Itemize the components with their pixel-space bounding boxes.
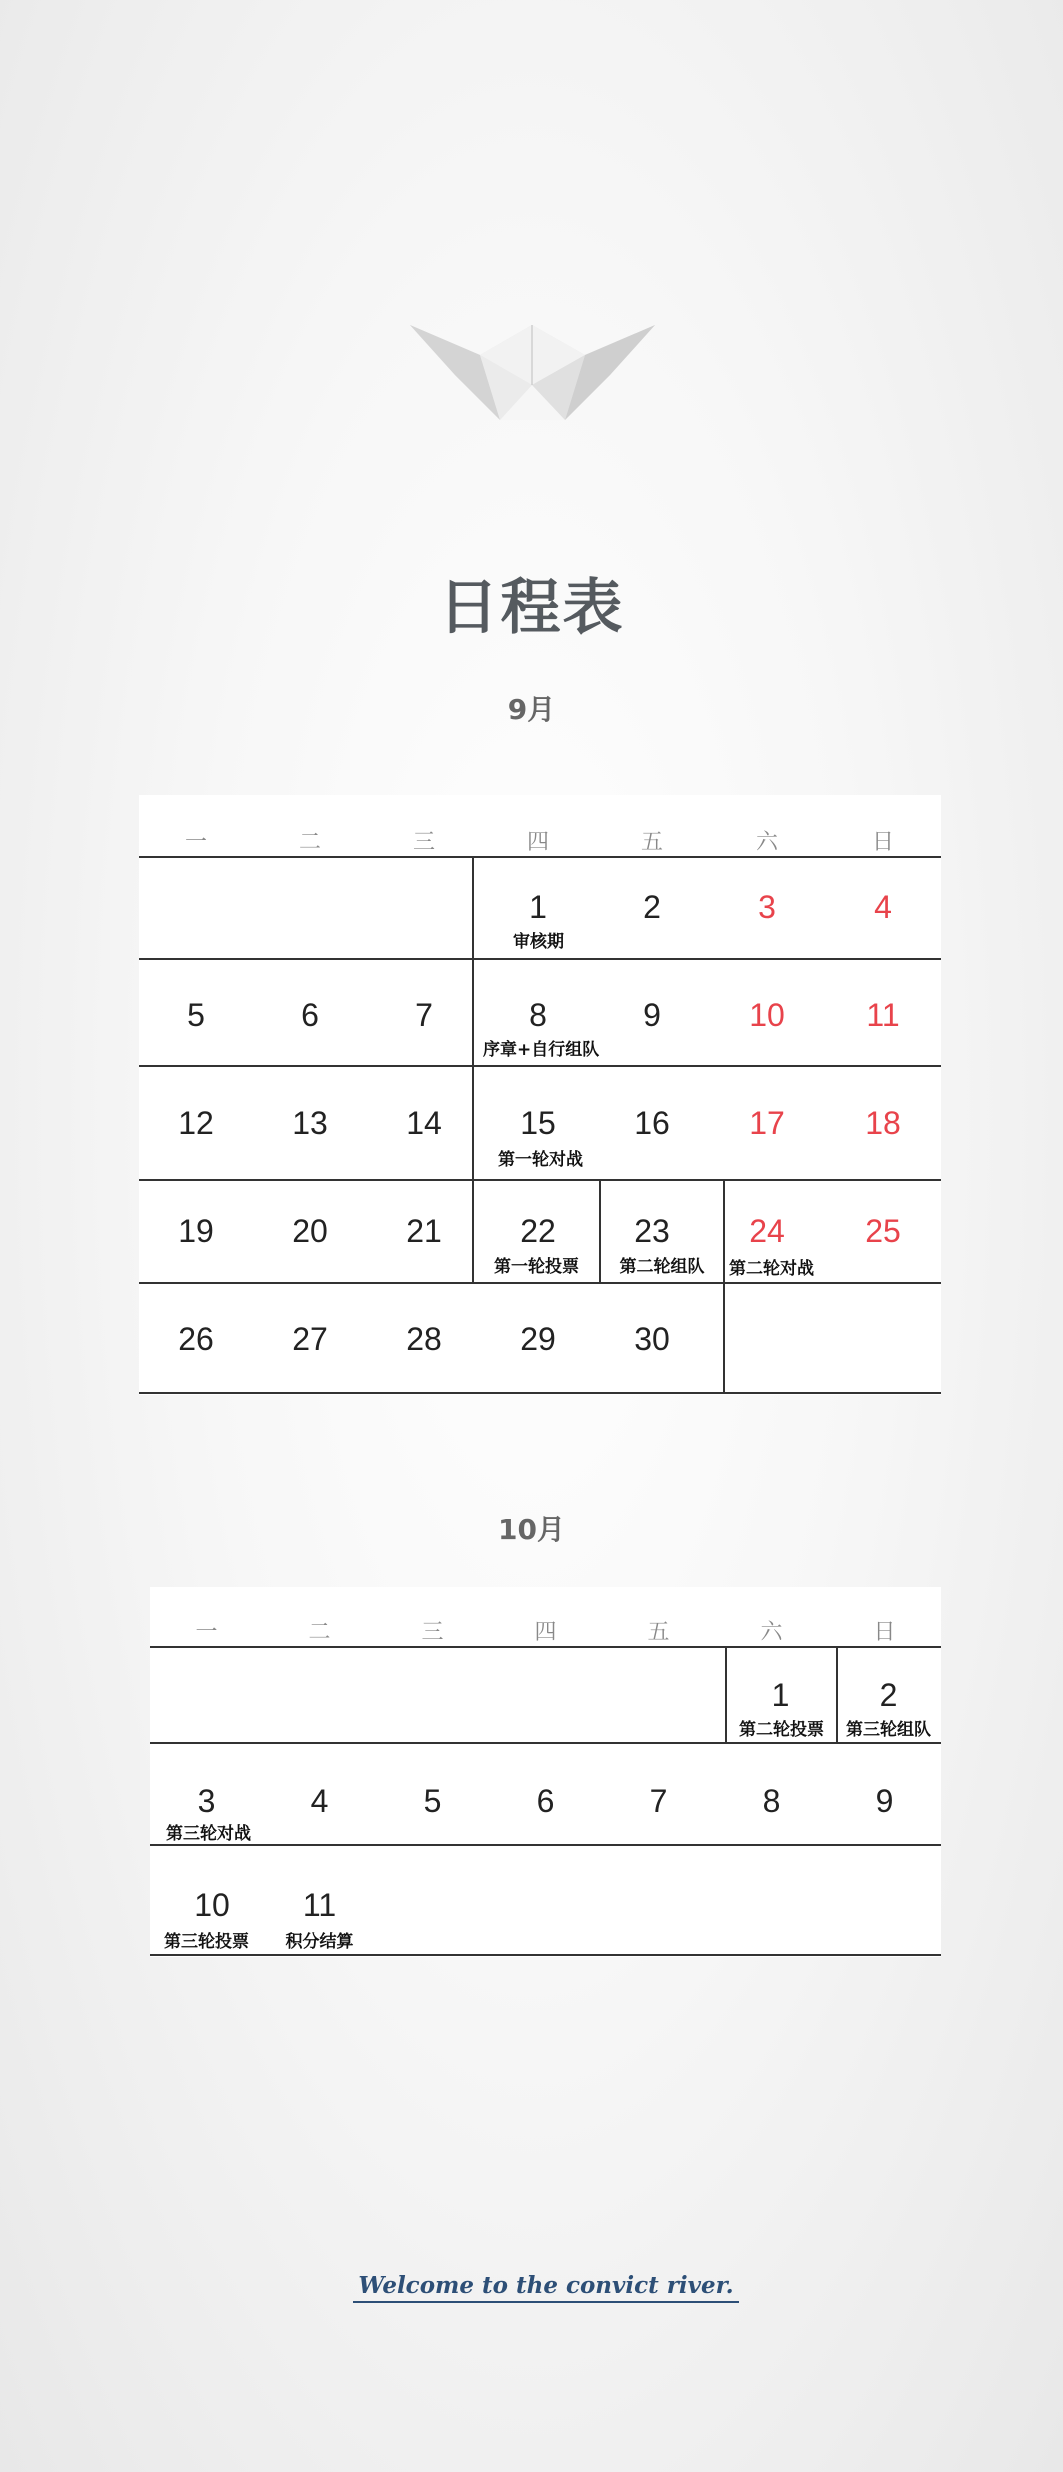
row-divider	[150, 1954, 941, 1956]
weekday-mon: 一	[195, 1620, 218, 1645]
row-divider	[150, 1742, 941, 1744]
day-cell-6: 6	[536, 1783, 555, 1819]
row-divider	[139, 1065, 941, 1067]
row-divider	[139, 958, 941, 960]
event-label: 审核期	[513, 932, 564, 952]
weekday-mon: 一	[184, 830, 207, 855]
day-cell-28: 28	[406, 1321, 442, 1357]
column-divider	[723, 1179, 725, 1392]
weekday-sun: 日	[871, 830, 894, 855]
event-label: 积分结算	[285, 1932, 354, 1952]
weekday-thu: 四	[526, 830, 549, 855]
calendar-september	[139, 795, 941, 1395]
weekday-wed: 三	[412, 830, 435, 855]
event-label: 第一轮对战	[498, 1150, 583, 1170]
page-title: 日程表	[438, 573, 625, 643]
row-divider	[150, 1646, 941, 1648]
month-label-october: 10月	[498, 1513, 565, 1546]
event-label: 第二轮对战	[729, 1259, 814, 1279]
day-cell-26: 26	[178, 1321, 214, 1357]
day-cell-16: 16	[634, 1105, 670, 1141]
event-label: 第三轮对战	[166, 1824, 251, 1844]
day-cell-7: 7	[649, 1783, 668, 1819]
day-cell-4: 4	[874, 889, 892, 925]
weekday-sat: 六	[760, 1620, 783, 1645]
day-cell-4: 4	[310, 1783, 329, 1819]
day-cell-23: 23	[634, 1213, 670, 1249]
day-cell-11: 11	[866, 997, 900, 1033]
weekday-thu: 四	[534, 1620, 557, 1645]
day-cell-30: 30	[634, 1321, 670, 1357]
day-cell-3: 3	[197, 1783, 216, 1819]
weekday-tue: 二	[298, 830, 321, 855]
day-cell-18: 18	[865, 1105, 901, 1141]
day-cell-20: 20	[292, 1213, 328, 1249]
day-cell-14: 14	[406, 1105, 442, 1141]
day-cell-1: 1	[529, 889, 547, 925]
day-cell-5: 5	[187, 997, 205, 1033]
day-cell-3: 3	[758, 889, 776, 925]
weekday-sun: 日	[873, 1620, 896, 1645]
day-cell-25: 25	[865, 1213, 901, 1249]
weekday-sat: 六	[755, 830, 778, 855]
day-cell-19: 19	[178, 1213, 214, 1249]
day-cell-21: 21	[406, 1213, 442, 1249]
footer-tagline: Welcome to the convict river.	[353, 2272, 739, 2303]
day-cell-13: 13	[292, 1105, 328, 1141]
day-cell-2: 2	[879, 1677, 898, 1713]
day-cell-1: 1	[771, 1677, 790, 1713]
day-cell-9: 9	[875, 1783, 894, 1819]
day-cell-8: 8	[762, 1783, 781, 1819]
day-cell-17: 17	[749, 1105, 785, 1141]
day-cell-5: 5	[423, 1783, 442, 1819]
row-divider	[139, 1282, 941, 1284]
day-cell-15: 15	[520, 1105, 556, 1141]
day-cell-10: 10	[749, 997, 785, 1033]
day-cell-2: 2	[643, 889, 661, 925]
weekday-fri: 五	[647, 1620, 670, 1645]
event-label: 序章+自行组队	[483, 1040, 600, 1060]
event-label: 第一轮投票	[494, 1257, 579, 1277]
day-cell-7: 7	[415, 997, 433, 1033]
day-cell-8: 8	[529, 997, 547, 1033]
month-label-september: 9月	[507, 693, 556, 726]
day-cell-24: 24	[749, 1213, 785, 1249]
day-cell-10: 10	[194, 1887, 230, 1923]
day-cell-22: 22	[520, 1213, 556, 1249]
day-cell-29: 29	[520, 1321, 556, 1357]
day-cell-12: 12	[178, 1105, 214, 1141]
row-divider	[139, 856, 941, 858]
day-cell-27: 27	[292, 1321, 328, 1357]
row-divider	[150, 1844, 941, 1846]
day-cell-9: 9	[643, 997, 661, 1033]
paper-boat-icon	[410, 325, 655, 425]
calendar-october	[150, 1587, 941, 1957]
event-label: 第三轮投票	[164, 1932, 249, 1952]
event-label: 第二轮投票	[739, 1720, 824, 1740]
day-cell-6: 6	[301, 997, 319, 1033]
event-label: 第二轮组队	[619, 1257, 705, 1277]
weekday-fri: 五	[640, 830, 663, 855]
row-divider	[139, 1179, 941, 1181]
event-label: 第三轮组队	[846, 1720, 931, 1740]
weekday-wed: 三	[421, 1620, 444, 1645]
weekday-tue: 二	[308, 1620, 331, 1645]
row-divider	[139, 1392, 941, 1394]
day-cell-11: 11	[302, 1887, 337, 1923]
